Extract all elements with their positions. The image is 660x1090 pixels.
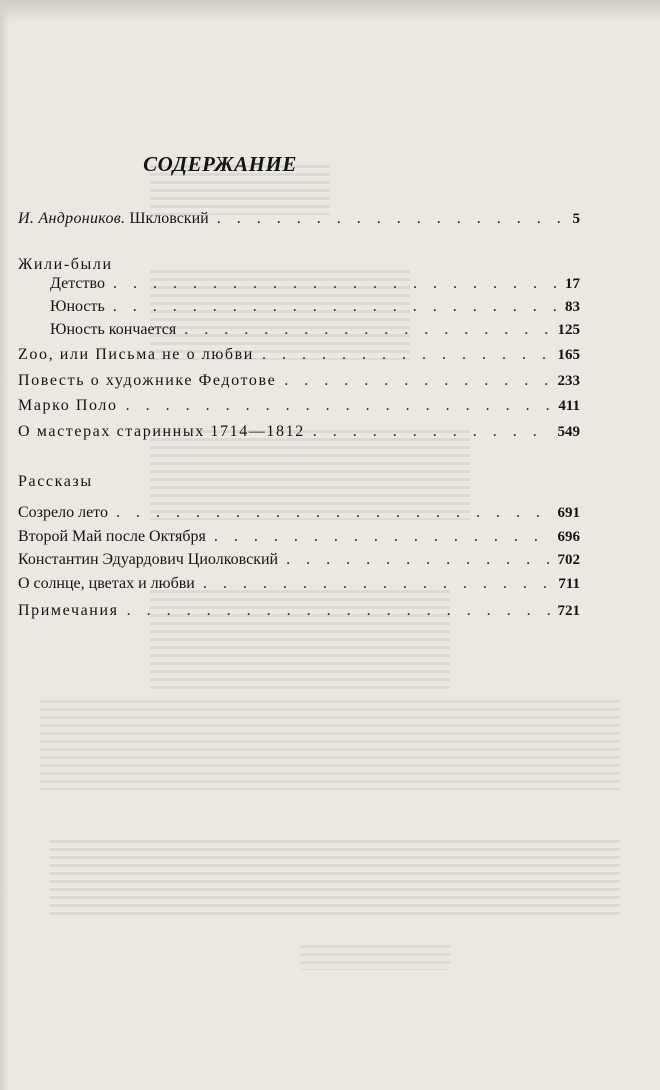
page-number: 5 [572,211,580,227]
page-number: 702 [557,552,580,568]
toc-entry [18,346,580,370]
toc-entry [50,321,580,345]
entry-title: Марко Поло [18,397,118,414]
dot-leader [313,423,550,441]
section-heading: Рассказы [18,473,93,490]
entry-title: Юность кончается [50,321,177,338]
entry-title: Юность [50,298,105,315]
toc-entry [50,275,580,299]
page-number: 691 [557,505,580,521]
dot-leader [217,210,565,228]
toc-entry [18,575,580,599]
entry-title: О солнце, цветах и любви [18,575,195,592]
dot-leader [184,321,549,339]
dot-leader [284,372,549,390]
entry-title: Константин Эдуардович Циолковский [18,551,279,568]
page-number: 411 [558,398,580,414]
page-number: 165 [557,347,580,363]
dot-leader [113,275,557,293]
entry-author: И. Андроников. [18,210,126,227]
toc-entry [18,528,580,552]
page-number: 233 [557,373,580,389]
toc-entry-intro [18,210,580,234]
page-title: СОДЕРЖАНИЕ [143,152,297,176]
toc-entry [18,372,580,396]
toc-entry [18,423,580,447]
dot-leader [262,346,550,364]
dot-leader [286,551,549,569]
page-number: 696 [557,529,580,545]
entry-title: Шкловский [129,210,209,227]
toc-entry [50,298,580,322]
dot-leader [116,504,550,522]
dot-leader [214,528,550,546]
toc-entry-notes [18,602,580,626]
toc-entry [18,504,580,528]
dot-leader [127,602,550,620]
dot-leader [126,397,551,415]
entry-title: Второй Май после Октября [18,528,206,545]
entry-title: Zoo, или Письма не о любви [18,346,254,363]
page-number: 17 [565,276,580,292]
entry-title: О мастерах старинных 1714—1812 [18,423,305,440]
entry-title: Примечания [18,602,119,619]
page-number: 711 [558,576,580,592]
page-number: 83 [565,299,580,315]
toc-entry [18,551,580,575]
show-through [300,945,450,970]
entry-title: Повесть о художнике Федотове [18,372,277,389]
page-number: 125 [557,322,580,338]
show-through [50,840,620,920]
show-through [40,700,620,790]
section-heading: Жили-были [18,256,113,273]
entry-title: Созрело лето [18,504,108,521]
page-number: 721 [557,603,580,619]
dot-leader [113,298,557,316]
toc-entry [18,397,580,421]
page-number: 549 [557,424,580,440]
entry-title: Детство [50,275,105,292]
dot-leader [203,575,550,593]
